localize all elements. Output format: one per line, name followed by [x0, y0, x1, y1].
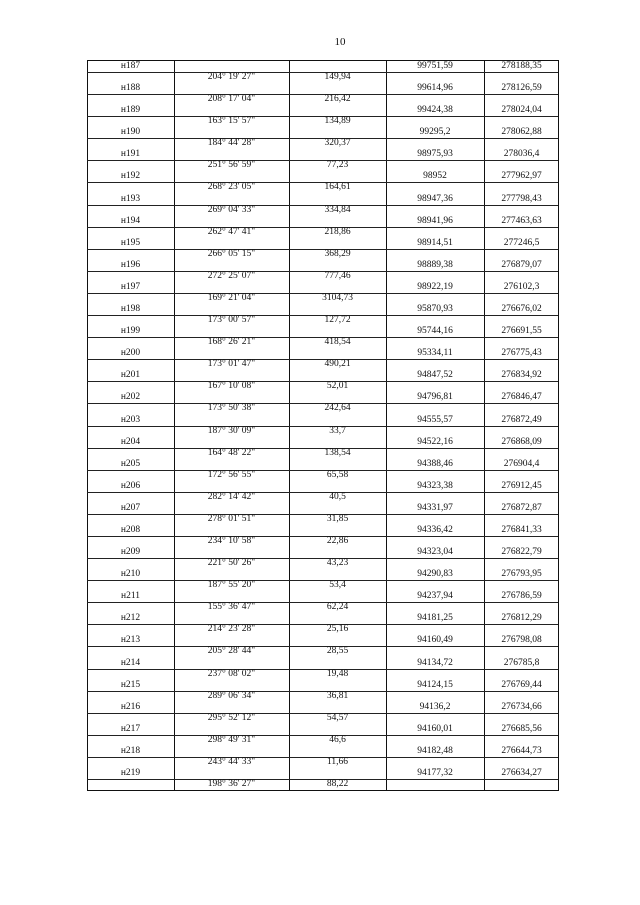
table-row: [87, 746, 559, 768]
x-coordinate: 99295,2: [419, 127, 451, 138]
page-number: 10: [334, 36, 346, 48]
x-coordinate: 94323,04: [417, 547, 453, 558]
x-coordinate: 94181,25: [417, 613, 453, 624]
x-coordinate: 94796,81: [417, 392, 453, 403]
y-coordinate: 276634,27: [501, 768, 542, 778]
segment-length: 28,55: [326, 646, 349, 657]
table-row: [87, 591, 559, 613]
segment-line: [87, 448, 559, 459]
segment-line: [87, 72, 559, 83]
table-row: [87, 260, 559, 282]
segment-length: 25,16: [326, 624, 349, 635]
segment-line: [87, 359, 559, 370]
x-coordinate: 94847,52: [417, 370, 453, 381]
direction-angle: 268° 23' 05": [207, 182, 256, 193]
point-label: н197: [120, 281, 141, 292]
y-coordinate: 276904,4: [503, 458, 540, 469]
x-coordinate: 94160,01: [417, 723, 453, 734]
y-coordinate: 276644,73: [501, 745, 542, 756]
table-row: [87, 171, 559, 193]
segment-length: 218,86: [324, 226, 351, 237]
x-coordinate: 94136,2: [419, 701, 451, 712]
direction-angle: 272° 25' 07": [207, 270, 256, 281]
table-row: [87, 569, 559, 591]
table-row: [87, 547, 559, 569]
direction-angle: 187° 55' 20": [207, 580, 256, 591]
y-coordinate: 277798,43: [501, 193, 542, 204]
y-coordinate: 276769,44: [501, 679, 542, 690]
segment-line: [87, 227, 559, 238]
point-label: н214: [120, 657, 141, 668]
direction-angle: 214° 23' 28": [207, 624, 256, 635]
segment-line: [87, 293, 559, 304]
y-coordinate: 278062,88: [501, 127, 542, 138]
segment-length: 53,4: [329, 580, 346, 591]
segment-line: [87, 514, 559, 525]
y-coordinate: 276868,09: [501, 436, 542, 447]
x-coordinate: 98947,36: [417, 193, 453, 204]
segment-length: 242,64: [324, 403, 351, 414]
segment-length: 62,24: [326, 602, 349, 613]
segment-length: 127,72: [324, 315, 351, 326]
segment-line: [87, 646, 559, 657]
direction-angle: 184° 44' 28": [207, 138, 256, 149]
table-row: [87, 238, 559, 260]
table-row: [87, 768, 559, 790]
segment-length: 31,85: [326, 513, 349, 524]
direction-angle: 234° 10' 58": [207, 535, 256, 546]
point-label: н201: [120, 370, 141, 381]
y-coordinate: 276785,8: [503, 657, 540, 668]
y-coordinate: 276798,08: [501, 635, 542, 646]
segment-length: 33,7: [329, 425, 346, 436]
direction-angle: 173° 50' 38": [207, 403, 256, 414]
segment-length: 36,81: [326, 690, 349, 701]
x-coordinate: 94555,57: [417, 414, 453, 425]
y-coordinate: 276775,43: [501, 348, 542, 359]
segment-line: [87, 116, 559, 127]
point-label: н193: [120, 193, 141, 204]
segment-line: [87, 713, 559, 724]
table-row: [87, 304, 559, 326]
table-row: [87, 216, 559, 238]
segment-line: [87, 536, 559, 547]
segment-line: [87, 624, 559, 635]
point-label: н219: [120, 768, 141, 778]
x-coordinate: 99751,59: [417, 61, 453, 71]
segment-line: [87, 602, 559, 613]
segment-length: 88,22: [326, 779, 349, 789]
x-coordinate: 94134,72: [417, 657, 453, 668]
direction-angle: 251° 56' 59": [207, 160, 256, 171]
point-label: н211: [121, 591, 140, 602]
point-label: н210: [120, 569, 141, 580]
y-coordinate: 278036,4: [503, 149, 540, 160]
segment-length: 65,58: [326, 469, 349, 480]
point-label: н200: [120, 348, 141, 359]
x-coordinate: 94290,83: [417, 569, 453, 580]
x-coordinate: 98914,51: [417, 237, 453, 248]
direction-angle: 198° 36' 27": [207, 779, 256, 789]
table-row: [87, 459, 559, 481]
direction-angle: 243° 44' 33": [207, 756, 256, 767]
table-row: [87, 613, 559, 635]
x-coordinate: 94323,38: [417, 480, 453, 491]
y-coordinate: 277463,63: [501, 215, 542, 226]
y-coordinate: 276879,07: [501, 259, 542, 270]
segment-line: [87, 779, 559, 790]
segment-length: 216,42: [324, 94, 351, 105]
direction-angle: 168° 26' 21": [207, 337, 256, 348]
direction-angle: 282° 14' 42": [207, 491, 256, 502]
y-coordinate: 278024,04: [501, 105, 542, 116]
direction-angle: 172° 56' 55": [207, 469, 256, 480]
table-row: [87, 127, 559, 149]
segment-length: 19,48: [326, 668, 349, 679]
point-label: н188: [120, 83, 141, 94]
direction-angle: 173° 00' 57": [207, 315, 256, 326]
point-label: н217: [120, 723, 141, 734]
x-coordinate: 94388,46: [417, 458, 453, 469]
segment-line: [87, 580, 559, 591]
segment-length: 320,37: [324, 138, 351, 149]
direction-angle: 164° 48' 22": [207, 447, 256, 458]
x-coordinate: 99424,38: [417, 105, 453, 116]
segment-line: [87, 558, 559, 569]
y-coordinate: 278126,59: [501, 83, 542, 94]
table-row: [87, 415, 559, 437]
table-row: [87, 525, 559, 547]
table-row: [87, 149, 559, 171]
y-coordinate: 276872,49: [501, 414, 542, 425]
segment-line: [87, 138, 559, 149]
direction-angle: 173° 01' 47": [207, 359, 256, 370]
y-coordinate: 276676,02: [501, 304, 542, 315]
y-coordinate: 276841,33: [501, 524, 542, 535]
direction-angle: 237° 08' 02": [207, 668, 256, 679]
table-row: [87, 348, 559, 370]
point-label: н202: [120, 392, 141, 403]
point-label: н198: [120, 304, 141, 315]
x-coordinate: 94331,97: [417, 502, 453, 513]
segment-length: 11,66: [326, 756, 349, 767]
segment-length: 46,6: [329, 734, 346, 745]
x-coordinate: 94522,16: [417, 436, 453, 447]
table-row: [87, 194, 559, 216]
table-row: [87, 702, 559, 724]
segment-length: 52,01: [326, 381, 349, 392]
x-coordinate: 98889,38: [417, 259, 453, 270]
segment-length: 138,54: [324, 447, 351, 458]
point-label: н203: [120, 414, 141, 425]
segment-line: [87, 470, 559, 481]
direction-angle: 205° 28' 44": [207, 646, 256, 657]
segment-length: 334,84: [324, 204, 351, 215]
point-label: н212: [120, 613, 141, 624]
point-label: н189: [120, 105, 141, 116]
segment-length: 54,57: [326, 712, 349, 723]
table-row: [87, 724, 559, 746]
segment-line: [87, 403, 559, 414]
y-coordinate: 278188,35: [501, 61, 542, 71]
segment-line: [87, 492, 559, 503]
y-coordinate: 276786,59: [501, 591, 542, 602]
segment-line: [87, 315, 559, 326]
segment-length: 40,5: [329, 491, 346, 502]
y-coordinate: 276912,45: [501, 480, 542, 491]
point-label: н195: [120, 237, 141, 248]
y-coordinate: 276812,29: [501, 613, 542, 624]
segment-length: 164,61: [324, 182, 351, 193]
table-row: [87, 437, 559, 459]
point-label: н191: [120, 149, 141, 160]
segment-line: [87, 735, 559, 746]
x-coordinate: 94237,94: [417, 591, 453, 602]
y-coordinate: 276834,92: [501, 370, 542, 381]
direction-angle: 187° 30' 09": [207, 425, 256, 436]
x-coordinate: 94336,42: [417, 524, 453, 535]
direction-angle: 208° 17' 04": [207, 94, 256, 105]
segment-line: [87, 94, 559, 105]
table-row: [87, 83, 559, 105]
table-row: [87, 635, 559, 657]
point-label: н199: [120, 326, 141, 337]
segment-length: 777,46: [324, 270, 351, 281]
point-label: н216: [120, 701, 141, 712]
segment-line: [87, 757, 559, 768]
point-label: н209: [120, 547, 141, 558]
point-label: н208: [120, 524, 141, 535]
direction-angle: 167° 10' 08": [207, 381, 256, 392]
direction-angle: 163° 15' 57": [207, 116, 256, 127]
y-coordinate: 277246,5: [503, 237, 540, 248]
x-coordinate: 95334,11: [417, 348, 453, 359]
y-coordinate: 276793,95: [501, 569, 542, 580]
x-coordinate: 98922,19: [417, 281, 453, 292]
x-coordinate: 95870,93: [417, 304, 453, 315]
direction-angle: 295° 52' 12": [207, 712, 256, 723]
segment-length: 134,89: [324, 116, 351, 127]
point-label: н206: [120, 480, 141, 491]
segment-length: 418,54: [324, 337, 351, 348]
point-label: н194: [120, 215, 141, 226]
direction-angle: 278° 01' 51": [207, 513, 256, 524]
x-coordinate: 99614,96: [417, 83, 453, 94]
x-coordinate: 94177,32: [417, 768, 453, 778]
table-row: [87, 680, 559, 702]
segment-line: [87, 182, 559, 193]
direction-angle: 269° 04' 33": [207, 204, 256, 215]
x-coordinate: 98975,93: [417, 149, 453, 160]
table-row: [87, 61, 559, 83]
segment-line: [87, 381, 559, 392]
segment-length: 149,94: [324, 72, 351, 82]
direction-angle: 262° 47' 41": [207, 226, 256, 237]
y-coordinate: 276846,47: [501, 392, 542, 403]
table-row: [87, 370, 559, 392]
segment-length: 22,86: [326, 535, 349, 546]
direction-angle: 204° 19' 27": [207, 72, 256, 82]
segment-line: [87, 337, 559, 348]
segment-length: 43,23: [326, 558, 349, 569]
x-coordinate: 94160,49: [417, 635, 453, 646]
segment-line: [87, 271, 559, 282]
coordinates-table: [87, 60, 559, 791]
x-coordinate: 98952: [423, 171, 447, 182]
direction-angle: 221° 50' 26": [207, 558, 256, 569]
y-coordinate: 276102,3: [503, 281, 540, 292]
segment-line: [87, 691, 559, 702]
segment-length: 3104,73: [322, 292, 353, 303]
direction-angle: 169° 21' 04": [207, 292, 256, 303]
x-coordinate: 98941,96: [417, 215, 453, 226]
point-label: н204: [120, 436, 141, 447]
y-coordinate: 276822,79: [501, 547, 542, 558]
segment-length: 368,29: [324, 248, 351, 259]
segment-line: [87, 160, 559, 171]
segment-length: 490,21: [324, 359, 351, 370]
point-label: н213: [120, 635, 141, 646]
table-row: [87, 658, 559, 680]
point-label: н190: [120, 127, 141, 138]
y-coordinate: 276872,87: [501, 502, 542, 513]
segment-line: [87, 249, 559, 260]
point-label: н207: [120, 502, 141, 513]
x-coordinate: 95744,16: [417, 326, 453, 337]
table-row: [87, 503, 559, 525]
segment-line: [87, 426, 559, 437]
segment-line: [87, 205, 559, 216]
y-coordinate: 277962,97: [501, 171, 542, 182]
y-coordinate: 276685,56: [501, 723, 542, 734]
x-coordinate: 94182,48: [417, 745, 453, 756]
direction-angle: 155° 36' 47": [207, 602, 256, 613]
y-coordinate: 276734,66: [501, 701, 542, 712]
point-label: н218: [120, 745, 141, 756]
segment-length: 77,23: [326, 160, 349, 171]
point-label: н196: [120, 259, 141, 270]
point-label: н215: [120, 679, 141, 690]
direction-angle: 298° 49' 31": [207, 734, 256, 745]
x-coordinate: 94124,15: [417, 679, 453, 690]
table-row: [87, 481, 559, 503]
point-label: н192: [120, 171, 141, 182]
y-coordinate: 276691,55: [501, 326, 542, 337]
direction-angle: 266° 05' 15": [207, 248, 256, 259]
table-row: [87, 326, 559, 348]
table-row: [87, 282, 559, 304]
segment-line: [87, 669, 559, 680]
direction-angle: 289° 06' 34": [207, 690, 256, 701]
point-label: н205: [120, 458, 141, 469]
table-row: [87, 105, 559, 127]
point-label: н187: [120, 61, 141, 71]
table-row: [87, 392, 559, 414]
